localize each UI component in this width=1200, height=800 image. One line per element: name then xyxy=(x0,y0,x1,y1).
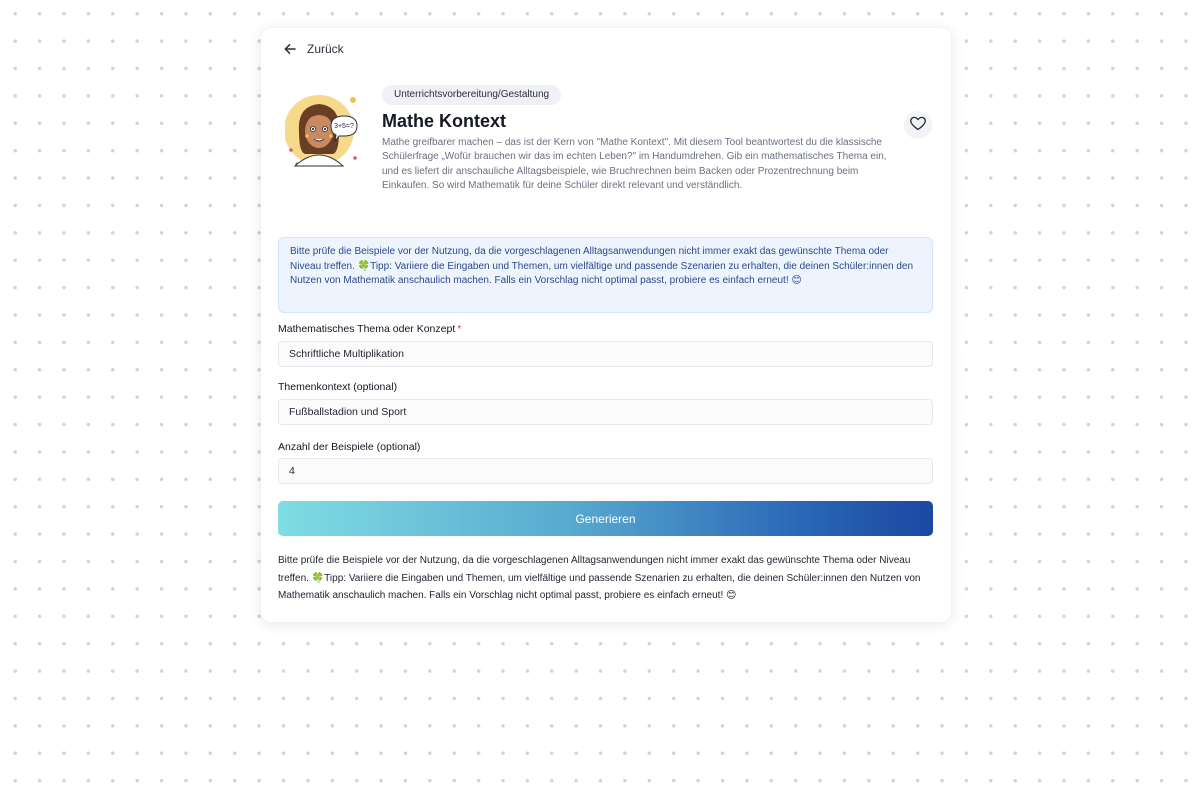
favorite-button[interactable] xyxy=(904,111,932,139)
context-label: Themenkontext (optional) xyxy=(278,381,398,393)
heart-icon xyxy=(909,114,927,137)
topic-label-text: Mathematisches Thema oder Konzept xyxy=(278,323,456,335)
count-label: Anzahl der Beispiele (optional) xyxy=(278,441,421,453)
back-label: Zurück xyxy=(307,42,344,56)
tool-description: Mathe greifbarer machen – das ist der Kern von "Mathe Kontext". Mit diesem Tool beantwortest du die klassische Schülerfrage „Wofür brauchen wir das im echten Leben?" im Handumdrehen. Gib ein mathematisches Thema ein, und es liefert dir anschauliche Alltagsbeispiele, wie Bruchrechnen beim Backen oder Prozentrechnung beim Einkaufen. So wird Mathematik für deine Schüler direkt relevant und verständlich. xyxy=(382,137,887,192)
category-badge: Unterrichtsvorbereitung/Gestaltung xyxy=(382,85,561,105)
footnote-text: Bitte prüfe die Beispiele vor der Nutzung, da die vorgeschlagenen Alltagsanwendungen nicht immer exakt das gewünschte Thema oder Niveau treffen. 🍀Tipp: Variiere die Eingaben und Themen, um vielfältige und passende Szenarien zu erhalten, die deinen Schüler:innen den Nutzen von Mathematik anschaulich machen. Falls ein Vorschlag nicht optimal passt, probiere es einfach erneut! 😊 xyxy=(278,555,921,601)
arrow-left-icon xyxy=(283,42,297,56)
info-notice: Bitte prüfe die Beispiele vor der Nutzung, da die vorgeschlagenen Alltagsanwendungen nicht immer exakt das gewünschte Thema oder Niveau treffen. 🍀Tipp: Variiere die Eingaben und Themen, um vielfältige und passende Szenarien zu erhalten, die deinen Schüler:innen den Nutzen von Mathematik anschaulich machen. Falls ein Vorschlag nicht optimal passt, probiere es einfach erneut! 😊 xyxy=(278,237,933,313)
count-input[interactable] xyxy=(278,458,933,484)
context-input[interactable] xyxy=(278,399,933,425)
required-mark: * xyxy=(457,323,462,335)
generate-button[interactable]: Generieren xyxy=(278,501,933,536)
topic-label xyxy=(278,323,461,335)
avatar-bubble-text: 3+5=? xyxy=(334,123,354,130)
tool-card xyxy=(261,28,951,622)
avatar xyxy=(285,92,365,172)
back-link[interactable] xyxy=(283,42,344,56)
page-title: Mathe Kontext xyxy=(382,111,507,131)
topic-input[interactable] xyxy=(278,341,933,367)
